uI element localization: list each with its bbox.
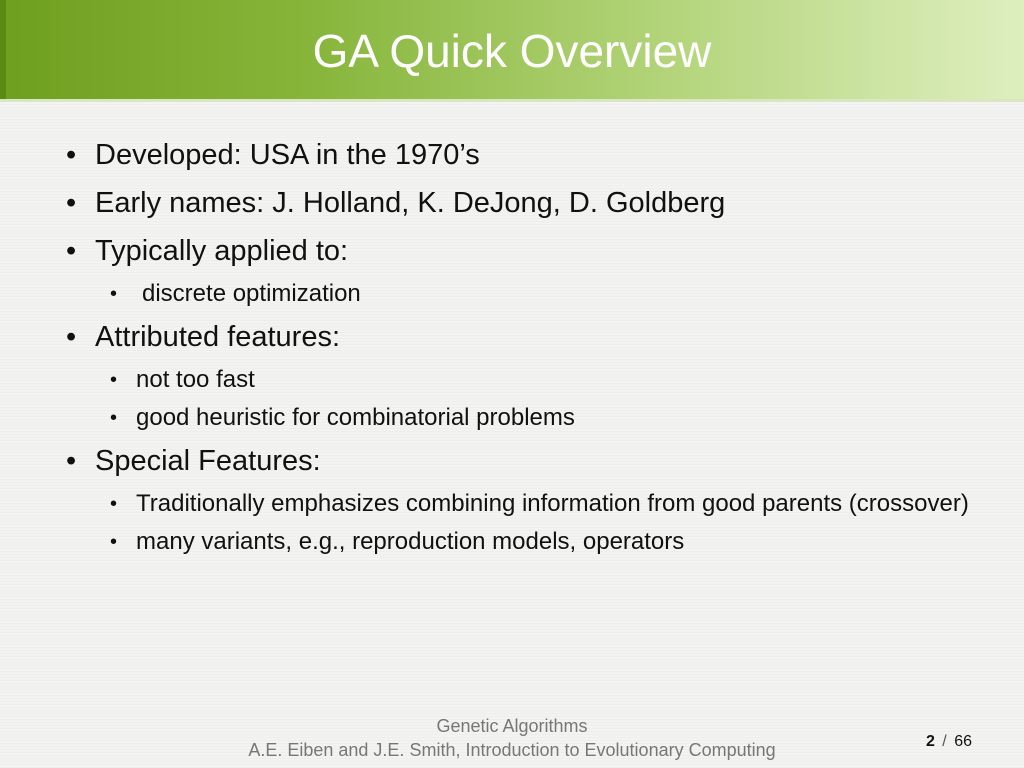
sub-bullet-item [60, 526, 990, 558]
bullet-item [60, 444, 990, 478]
sub-bullet-text: not too fast [136, 366, 255, 393]
sub-bullet-icon: • [110, 531, 118, 553]
bullet-item [60, 186, 990, 220]
bullet-text: Attributed features: [95, 321, 341, 353]
page-total: 66 [954, 733, 972, 750]
bullet-icon: • [66, 139, 77, 171]
bullet-text: Typically applied to: [95, 235, 349, 267]
bullet-item [60, 234, 990, 268]
sub-bullet-item [60, 402, 990, 434]
bullet-icon: • [66, 235, 77, 267]
bullet-icon: • [66, 187, 77, 219]
footer-course-title: Genetic Algorithms [436, 716, 588, 736]
sub-bullet-text: discrete optimization [142, 280, 361, 307]
bullet-item [60, 320, 990, 354]
sub-bullet-icon: • [110, 493, 118, 515]
sub-bullet-icon: • [110, 283, 118, 305]
slide-content [60, 138, 990, 568]
sub-bullet-icon: • [110, 407, 118, 429]
page-number [926, 733, 972, 751]
sub-bullet-text: Traditionally emphasizes combining information from good parents (crossover) [136, 490, 969, 517]
sub-bullet-text: many variants, e.g., reproduction models, operators [136, 528, 685, 555]
bullet-text: Developed: USA in the 1970’s [95, 139, 480, 171]
sub-bullet-text: good heuristic for combinatorial problems [136, 404, 575, 431]
sub-bullet-item [60, 278, 990, 310]
bullet-item [60, 138, 990, 172]
sub-bullet-icon: • [110, 369, 118, 391]
slide-title: GA Quick Overview [312, 25, 712, 77]
bullet-icon: • [66, 321, 77, 353]
page-current: 2 [925, 733, 935, 750]
sub-bullet-item [60, 364, 990, 396]
page-separator: / [942, 733, 947, 750]
sub-bullet-item [60, 488, 990, 520]
bullet-text: Early names: J. Holland, K. DeJong, D. Goldberg [95, 187, 726, 219]
bullet-text: Special Features: [95, 445, 321, 477]
bullet-icon: • [66, 445, 77, 477]
footer-book-reference: A.E. Eiben and J.E. Smith, Introduction to Evolutionary Computing [248, 740, 776, 760]
slide-footer [0, 714, 1024, 762]
